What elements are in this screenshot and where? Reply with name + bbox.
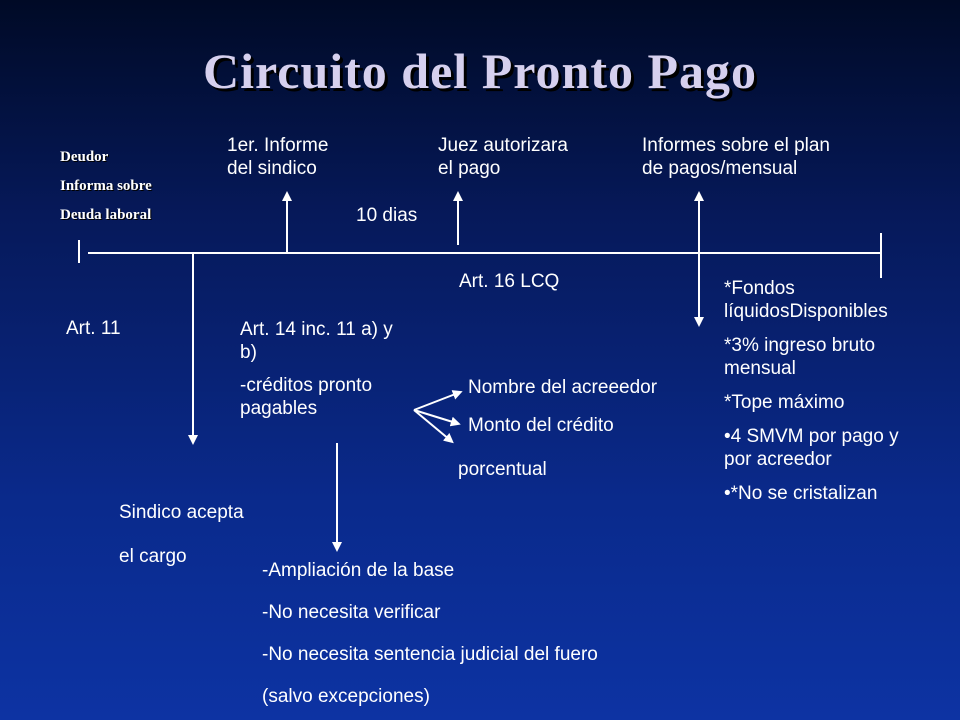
informes-plan-line2: de pagos/mensual bbox=[642, 158, 798, 179]
page-title: Circuito del Pronto Pago bbox=[202, 43, 758, 99]
fondos-line3: *Tope máximo bbox=[724, 392, 845, 413]
informe-line2: del sindico bbox=[227, 158, 317, 179]
fondos-line4a: •4 SMVM por pago y bbox=[724, 426, 899, 447]
juez-line2: el pago bbox=[438, 158, 501, 179]
fondos-line2b: mensual bbox=[724, 358, 796, 379]
acreedor-porcentual: porcentual bbox=[458, 459, 547, 480]
fondos-list bbox=[724, 277, 954, 505]
ampliacion-line4: (salvo excepciones) bbox=[262, 686, 430, 707]
ampliacion-list bbox=[262, 550, 598, 718]
informes-plan-line1: Informes sobre el plan bbox=[642, 135, 830, 156]
deudor-line2: Informa sobre bbox=[60, 178, 152, 194]
art14-label bbox=[240, 318, 393, 420]
informes-plan-label bbox=[642, 134, 830, 180]
fondos-line4b: por acreedor bbox=[724, 449, 832, 470]
fondos-line1b: líquidosDisponibles bbox=[724, 301, 888, 322]
juez-line1: Juez autorizara bbox=[438, 135, 568, 156]
deudor-label bbox=[60, 143, 152, 230]
fondos-line5: •*No se cristalizan bbox=[724, 483, 878, 504]
ampliacion-line3: -No necesita sentencia judicial del fuero bbox=[262, 644, 598, 665]
art14-line3: -créditos pronto bbox=[240, 375, 373, 396]
sindico-line1: Sindico acepta bbox=[119, 502, 244, 523]
acreedor-monto: Monto del crédito bbox=[468, 415, 614, 436]
arrow-nombre bbox=[414, 393, 458, 410]
informe-line1: 1er. Informe bbox=[227, 135, 329, 156]
informe-label bbox=[227, 134, 328, 180]
art11-label: Art. 11 bbox=[66, 318, 121, 339]
fondos-line2a: *3% ingreso bruto bbox=[724, 335, 876, 356]
art14-line1: Art. 14 inc. 11 a) y bbox=[240, 319, 393, 340]
art14-line2: b) bbox=[240, 342, 257, 363]
deudor-line3: Deuda laboral bbox=[60, 207, 152, 223]
art14-line4: pagables bbox=[240, 398, 318, 419]
dias-label: 10 dias bbox=[356, 205, 418, 226]
deudor-line1: Deudor bbox=[60, 149, 109, 165]
sindico-label bbox=[119, 491, 244, 579]
sindico-line2: el cargo bbox=[119, 546, 187, 567]
fondos-line1a: *Fondos bbox=[724, 278, 795, 299]
arrow-porcentual bbox=[414, 410, 450, 440]
acreedor-nombre: Nombre del acreeedor bbox=[468, 377, 658, 398]
art16-label: Art. 16 LCQ bbox=[459, 271, 560, 292]
ampliacion-line2: -No necesita verificar bbox=[262, 602, 441, 623]
ampliacion-line1: -Ampliación de la base bbox=[262, 560, 455, 581]
juez-label bbox=[438, 134, 568, 180]
